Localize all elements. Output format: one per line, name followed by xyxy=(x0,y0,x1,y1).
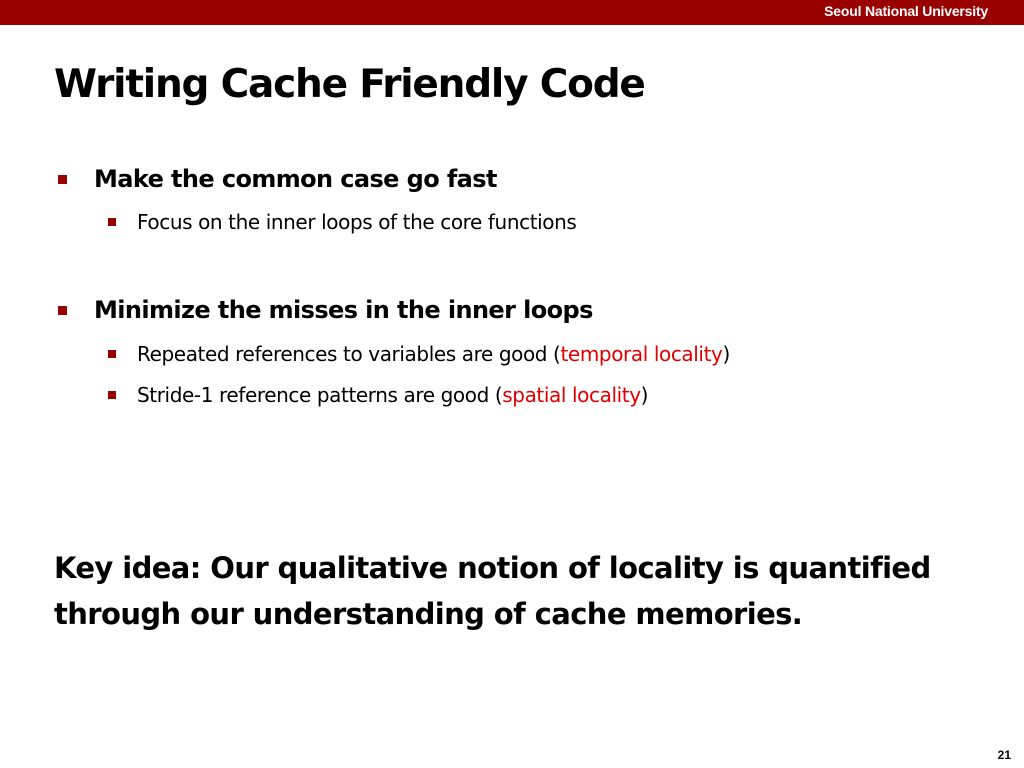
square-bullet-icon xyxy=(108,350,116,358)
university-name: Seoul National University xyxy=(824,3,988,19)
page-number: 21 xyxy=(997,748,1011,762)
square-bullet-icon xyxy=(58,306,67,315)
highlight-term: spatial locality xyxy=(502,383,641,407)
square-bullet-icon xyxy=(108,391,116,399)
sub-bullet-text: Stride-1 reference patterns are good (spatial locality) xyxy=(137,383,649,407)
square-bullet-icon xyxy=(108,218,116,226)
bullet-text: Make the common case go fast xyxy=(94,165,497,193)
bullet-item xyxy=(58,165,497,193)
bullet-item xyxy=(58,296,593,324)
header-bar xyxy=(0,0,1024,25)
bullet-text: Minimize the misses in the inner loops xyxy=(94,296,593,324)
highlight-term: temporal locality xyxy=(560,342,723,366)
sub-bullet-item xyxy=(108,342,730,366)
square-bullet-icon xyxy=(58,175,67,184)
key-idea-text: Key idea: Our qualitative notion of locality is quantified through our understanding of cache memories. xyxy=(54,551,931,631)
sub-bullet-text: Focus on the inner loops of the core functions xyxy=(137,210,577,234)
sub-bullet-text: Repeated references to variables are good (temporal locality) xyxy=(137,342,730,366)
sub-bullet-item xyxy=(108,383,648,407)
slide-title: Writing Cache Friendly Code xyxy=(54,62,645,107)
sub-bullet-item xyxy=(108,210,576,234)
